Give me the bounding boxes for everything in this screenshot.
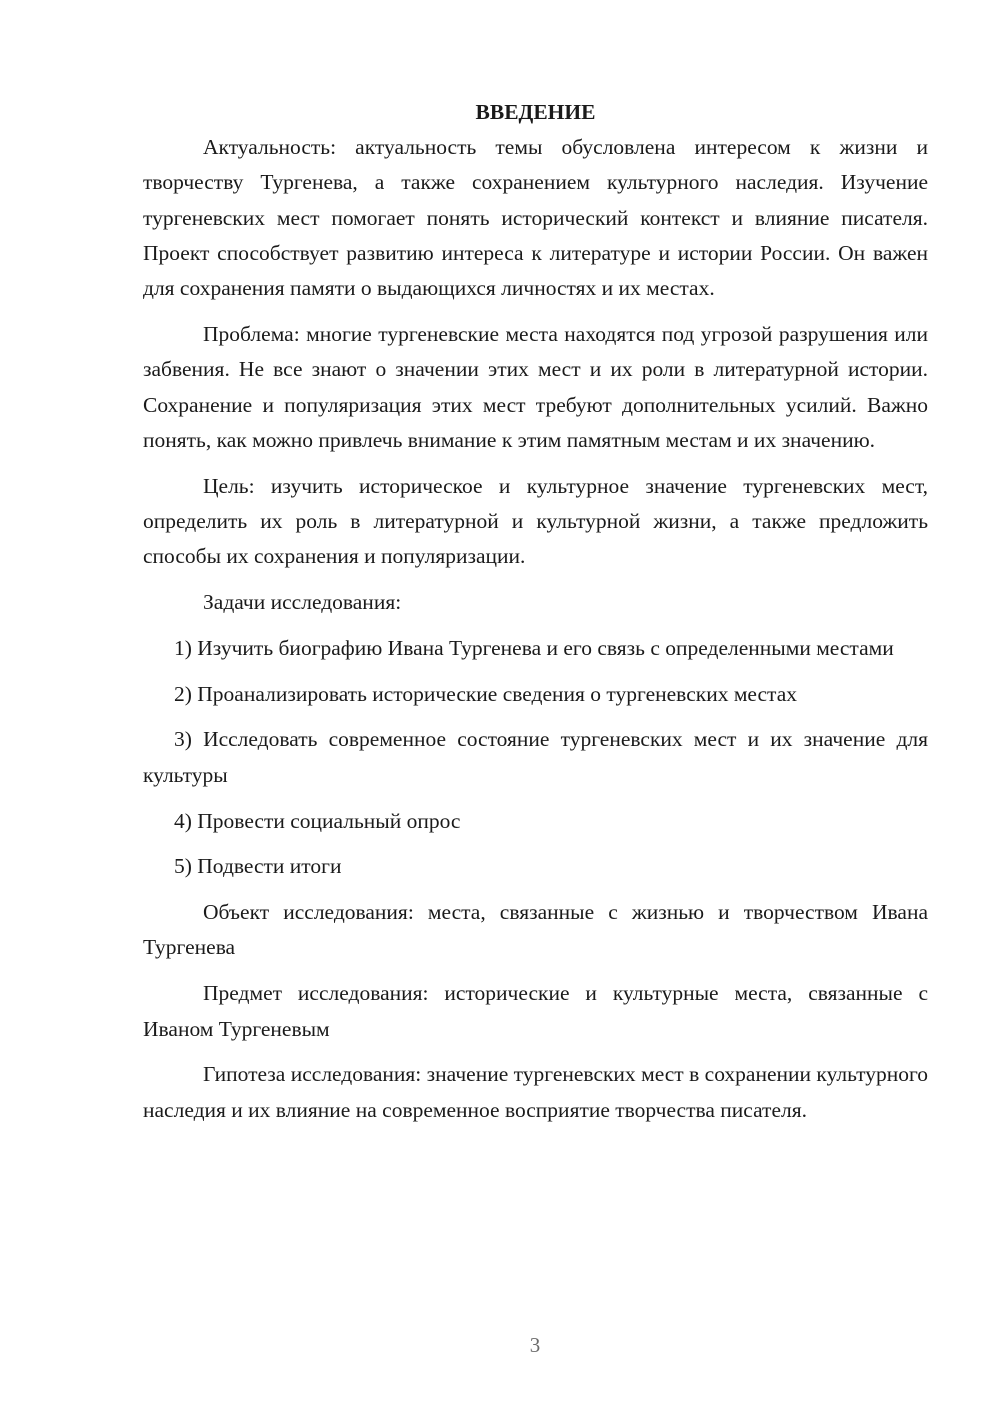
hypothesis-paragraph: Гипотеза исследования: значение тургеневских мест в сохранении культурного наследия и их влияние на современное восприятие творчества писателя. [143,1062,928,1122]
goal-paragraph: Цель: изучить историческое и культурное значение тургеневских мест, определить их роль в литературной и культурной жизни, а также предложить способы их сохранения и популяризации. [143,473,928,569]
page-number: 3 [529,1333,541,1357]
task-item-1: 1) Изучить биографию Ивана Тургенева и его связь с определенными местами [174,635,894,660]
subject-paragraph: Предмет исследования: исторические и культурные места, связанные с Иваном Тургеневым [143,981,928,1041]
document-page [143,95,928,1138]
section-title: ВВЕДЕНИЕ [475,100,596,124]
tasks-heading: Задачи исследования: [203,590,402,615]
problem-paragraph: Проблема: многие тургеневские места находятся под угрозой разрушения или забвения. Не все знают о значении этих мест и их роли в литературной истории. Сохранение и популяризация этих мест требуют дополнительных усилий. Важно понять, как можно привлечь внимание к этим памятным местам и их значению. [143,321,928,452]
task-item-4: 4) Провести социальный опрос [174,808,461,833]
relevance-paragraph: Актуальность: актуальность темы обусловлена интересом к жизни и творчеству Тургенева, а также сохранением культурного наследия. Изучение тургеневских мест помогает понять исторический контекст и влияние писателя. Проект способствует развитию интереса к литературе и истории России. Он важен для сохранения памяти о выдающихся личностях и их местах. [143,135,928,301]
object-paragraph: Объект исследования: места, связанные с жизнью и творчеством Ивана Тургенева [143,900,928,960]
task-item-2: 2) Проанализировать исторические сведения о тургеневских местах [174,681,797,706]
task-item-5: 5) Подвести итоги [174,854,342,879]
task-item-3: 3) Исследовать современное состояние тургеневских мест и их значение для культуры [143,727,928,787]
